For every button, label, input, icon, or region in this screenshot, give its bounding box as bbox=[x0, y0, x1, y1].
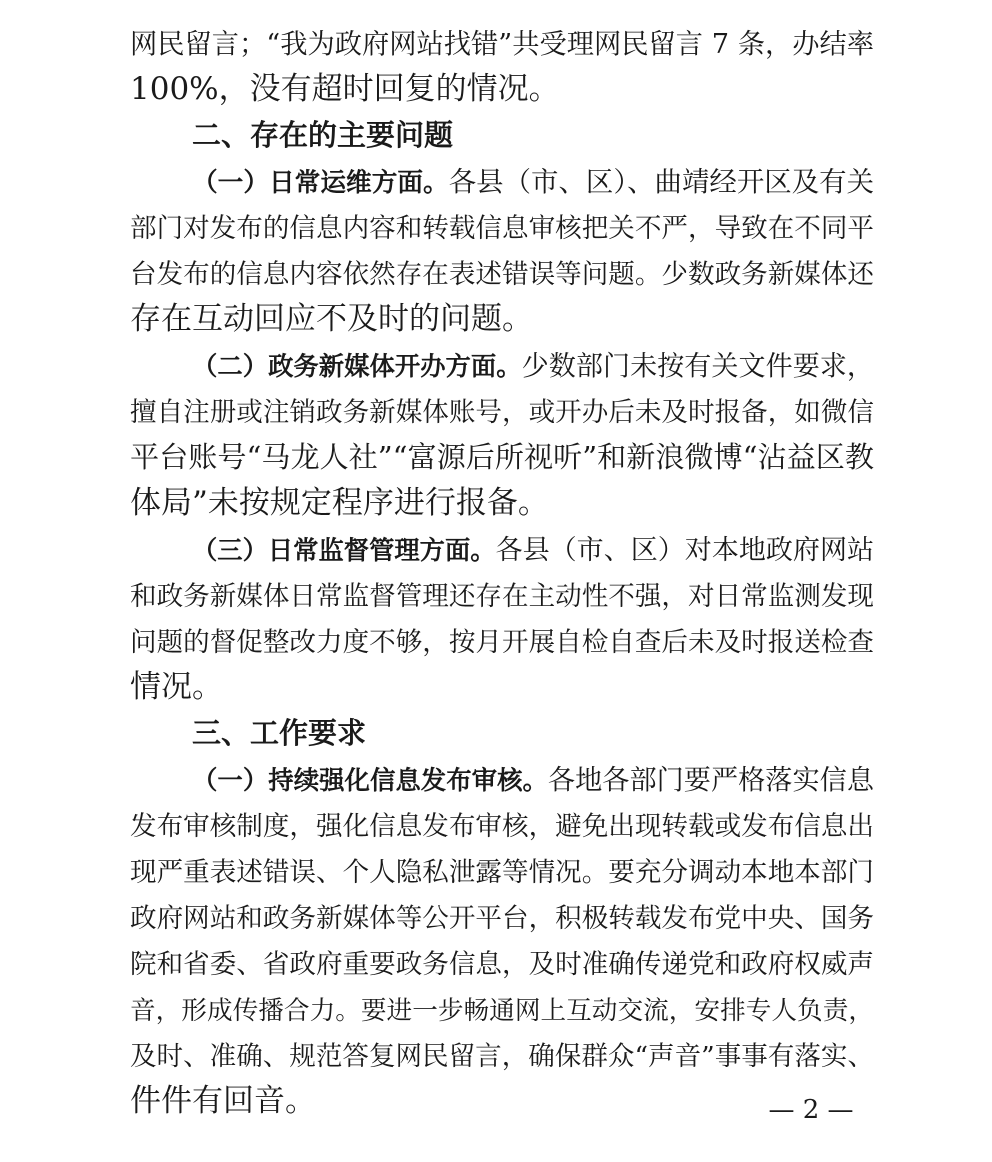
line-text: 100%，没有超时回复的情况。 bbox=[130, 71, 560, 107]
text-line bbox=[130, 664, 874, 710]
text-line bbox=[130, 1032, 874, 1078]
section-heading bbox=[130, 112, 874, 158]
section-heading-text: 三、工作要求 bbox=[192, 716, 367, 750]
line-text: 平台账号“马龙人社”“富源后所视听”和新浪微博“沾益区教 bbox=[130, 440, 874, 474]
line-text: 问题的督促整改力度不够，按月开展自检自查后未及时报送检查 bbox=[130, 627, 874, 658]
line-text: 发布审核制度，强化信息发布审核，避免出现转载或发布信息出 bbox=[130, 811, 874, 842]
line-text: 各县（市、区）对本地政府网站 bbox=[495, 535, 874, 566]
text-line bbox=[130, 986, 874, 1032]
line-text: 现严重表述错误、个人隐私泄露等情况。要充分调动本地本部门 bbox=[130, 857, 874, 888]
text-line bbox=[130, 894, 874, 940]
text-line bbox=[130, 66, 874, 112]
text-line bbox=[130, 204, 874, 250]
text-line bbox=[130, 618, 874, 664]
line-text: 存在互动回应不及时的问题。 bbox=[130, 301, 533, 337]
text-line bbox=[130, 388, 874, 434]
section-heading bbox=[130, 710, 874, 756]
text-line bbox=[130, 296, 874, 342]
text-line bbox=[130, 756, 874, 802]
section-heading-text: 二、存在的主要问题 bbox=[192, 118, 454, 152]
line-text: 体局”未按规定程序进行报备。 bbox=[130, 485, 549, 521]
line-text: 音，形成传播合力。要进一步畅通网上互动交流，安排专人负责， bbox=[130, 996, 874, 1026]
line-text: 台发布的信息内容依然存在表述错误等问题。少数政务新媒体还 bbox=[130, 259, 874, 290]
line-text: 政府网站和政务新媒体等公开平台，积极转载发布党中央、国务 bbox=[130, 903, 874, 934]
page-number: — 2 — bbox=[768, 1095, 854, 1125]
line-text: 少数部门未按有关文件要求， bbox=[521, 351, 875, 382]
line-text: 擅自注册或注销政务新媒体账号，或开办后未及时报备，如微信 bbox=[130, 397, 874, 428]
document-body bbox=[130, 20, 874, 1124]
line-text: 部门对发布的信息内容和转载信息审核把关不严，导致在不同平 bbox=[130, 213, 874, 244]
text-line bbox=[130, 802, 874, 848]
text-line bbox=[130, 158, 874, 204]
paragraph-lead: （二）政务新媒体开办方面。 bbox=[192, 351, 522, 381]
paragraph-lead: （三）日常监督管理方面。 bbox=[192, 536, 496, 565]
paragraph-lead: （一）持续强化信息发布审核。 bbox=[192, 765, 548, 795]
text-line bbox=[130, 342, 874, 388]
line-text: 情况。 bbox=[130, 669, 223, 705]
line-text: 各县（市、区）、曲靖经开区及有关 bbox=[448, 167, 874, 198]
line-text: 各地各部门要严格落实信息 bbox=[547, 765, 874, 796]
text-line bbox=[130, 434, 874, 480]
text-line bbox=[130, 848, 874, 894]
line-text: 网民留言；“我为政府网站找错”共受理网民留言 7 条，办结率 bbox=[130, 29, 874, 60]
text-line bbox=[130, 572, 874, 618]
line-text: 院和省委、省政府重要政务信息，及时准确传递党和政府权威声 bbox=[130, 949, 874, 980]
text-line bbox=[130, 480, 874, 526]
line-text: 及时、准确、规范答复网民留言，确保群众“声音”事事有落实、 bbox=[130, 1041, 874, 1072]
text-line bbox=[130, 20, 874, 66]
text-line bbox=[130, 250, 874, 296]
text-line bbox=[130, 526, 874, 572]
line-text: 和政务新媒体日常监督管理还存在主动性不强，对日常监测发现 bbox=[130, 581, 874, 612]
paragraph-lead: （一）日常运维方面。 bbox=[192, 168, 449, 198]
text-line bbox=[130, 940, 874, 986]
line-text: 件件有回音。 bbox=[130, 1083, 316, 1119]
